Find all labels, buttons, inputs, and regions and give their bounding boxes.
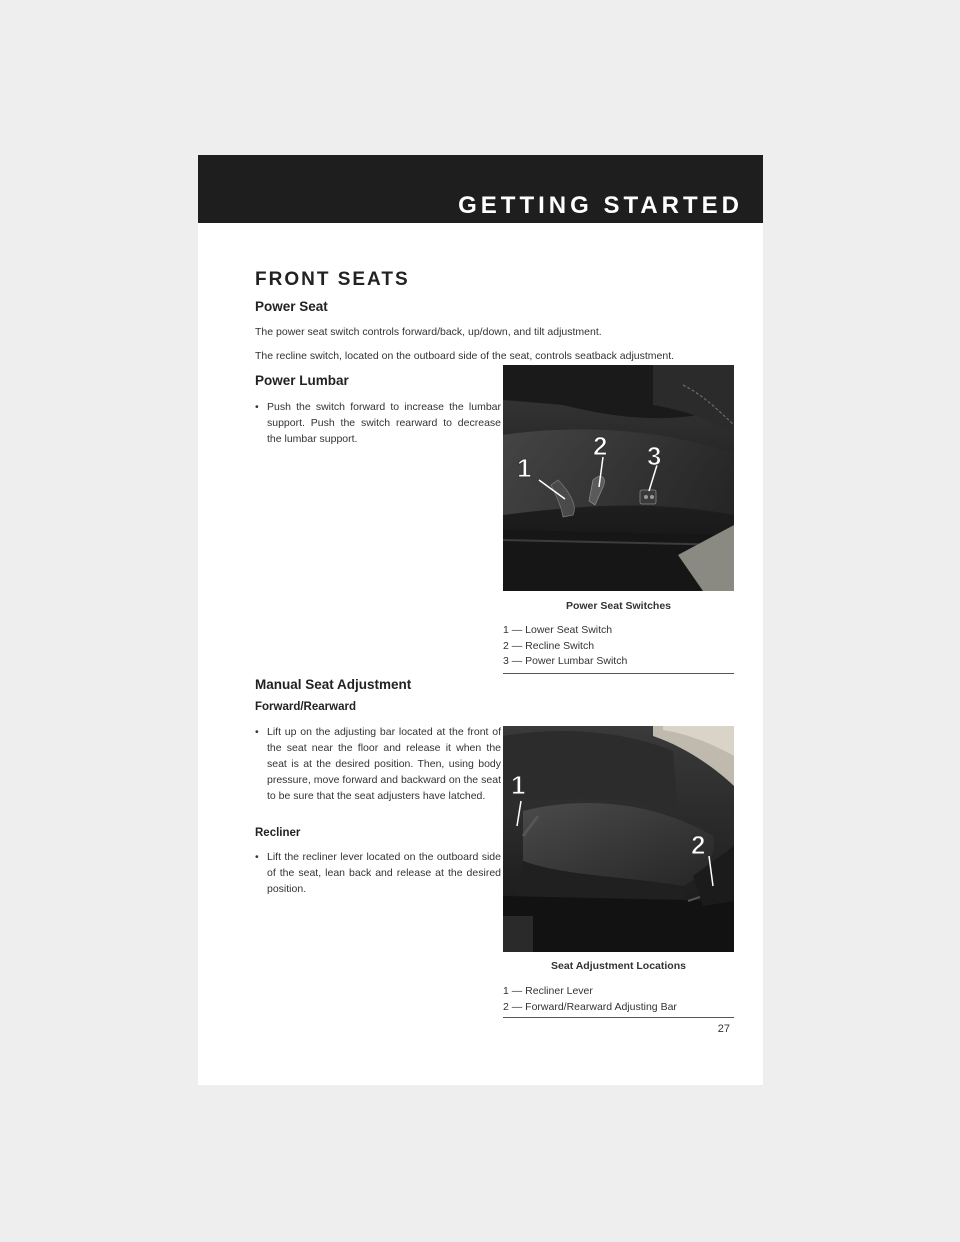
power-seat-paragraph-2: The recline switch, located on the outboard side of the seat, controls seatback adjustment. [255,350,675,362]
legend-item: 1 — Recliner Lever [503,985,593,997]
legend-item: 1 — Lower Seat Switch [503,624,613,636]
power-lumbar-heading: Power Lumbar [255,373,349,388]
figure2-legend [503,984,677,1015]
manual-adjustment-heading: Manual Seat Adjustment [255,677,412,692]
figure2-divider [503,1017,734,1018]
legend-item: 3 — Power Lumbar Switch [503,655,628,667]
header-title: GETTING STARTED [458,192,743,219]
forward-rearward-bullet-text: Lift up on the adjusting bar located at the front of the seat near the floor and release it when the seat is at the desired position. Then, using body pressure, move forward and backward on the seat to be sure that the seat adjusters have latched. [267,726,501,802]
bullet-glyph: • [255,401,259,413]
legend-item: 2 — Recline Switch [503,639,595,652]
power-seat-heading: Power Seat [255,299,328,314]
figure1-legend [503,623,627,670]
forward-rearward-heading: Forward/Rearward [255,701,356,713]
figure2-caption: Seat Adjustment Locations [551,960,686,972]
bullet-glyph: • [255,851,259,863]
legend-item: 2 — Forward/Rearward Adjusting Bar [503,1000,677,1013]
section-title: FRONT SEATS [255,269,410,290]
power-seat-switches-photo [503,365,734,591]
bullet-glyph: • [255,726,259,738]
power-lumbar-bullet [255,399,501,447]
power-seat-callouts [503,365,734,591]
callout-1: 1 [511,770,526,800]
callout-2: 2 [691,830,706,860]
power-lumbar-bullet-text: Push the switch forward to increase the lumbar support. Push the switch rearward to decrease the lumbar support. [267,401,501,445]
page-number: 27 [717,1023,730,1035]
forward-rearward-bullet [255,724,501,804]
callout-1: 1 [517,453,532,483]
recliner-bullet-text: Lift the recliner lever located on the outboard side of the seat, lean back and release at the desired position. [267,851,501,895]
figure1-caption: Power Seat Switches [565,600,672,612]
manual-page [198,155,763,1085]
figure1-divider [503,673,734,674]
seat-adjustment-photo [503,726,734,952]
callout-2: 2 [593,431,608,461]
power-seat-paragraph-1: The power seat switch controls forward/back, up/down, and tilt adjustment. [255,326,602,338]
page-header [198,155,763,223]
recliner-heading: Recliner [255,827,301,839]
callout-3: 3 [647,441,662,471]
recliner-bullet [255,849,501,897]
